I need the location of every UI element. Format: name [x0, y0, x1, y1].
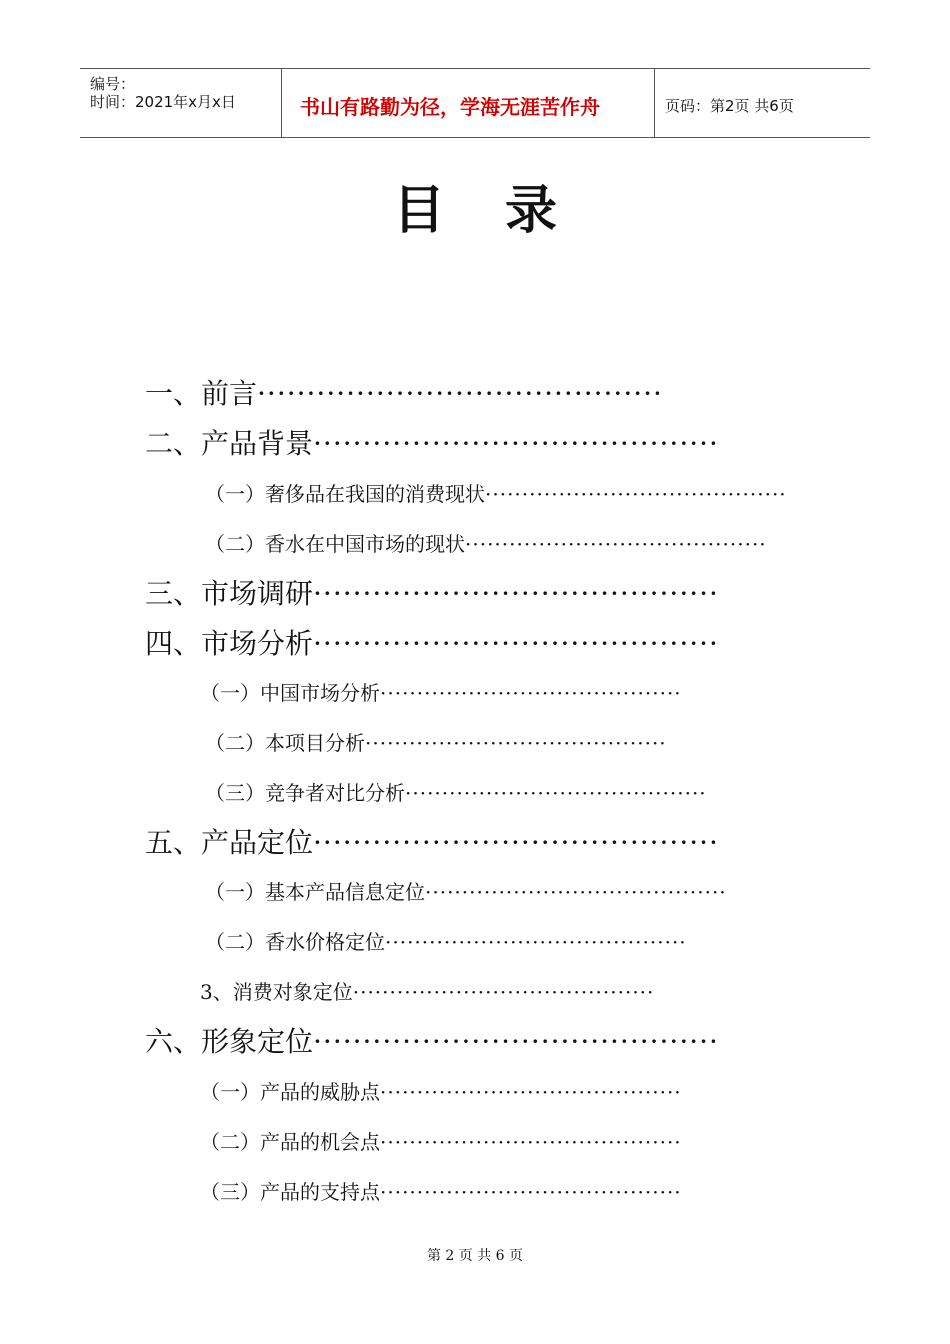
toc-leader-dots: ·········································: [485, 482, 787, 506]
header-info-cell: [80, 69, 282, 137]
toc-entry[interactable]: [205, 478, 787, 508]
toc-entry[interactable]: [200, 677, 708, 707]
toc-entry-label: （一）中国市场分析: [200, 681, 380, 705]
toc-entry[interactable]: [200, 1076, 708, 1106]
toc-entry-label: 四、市场分析: [145, 627, 314, 660]
page-footer: 第 2 页 共 6 页: [426, 1248, 524, 1264]
toc-entry[interactable]: [145, 572, 720, 612]
toc-entry-label: 3、消费对象定位: [200, 980, 353, 1004]
toc-leader-dots: ·········································: [380, 1130, 682, 1154]
toc-entry[interactable]: [200, 976, 715, 1006]
toc-leader-dots: ·········································: [313, 826, 719, 859]
toc-entry-label: 六、形象定位: [145, 1025, 314, 1058]
toc-leader-dots: ·········································: [425, 880, 727, 904]
toc-entry-label: （一）奢侈品在我国的消费现状: [205, 482, 485, 506]
toc-leader-dots: ·········································: [313, 627, 719, 660]
toc-entry-label: （一）产品的威胁点: [200, 1080, 380, 1104]
document-time-label: 时间：2021年x月x日: [90, 93, 236, 111]
toc-leader-dots: ·········································: [380, 1080, 682, 1104]
toc-entry[interactable]: [145, 422, 720, 462]
document-number-label: 编号：: [90, 75, 136, 93]
header-page-cell: [655, 69, 870, 137]
toc-entry[interactable]: [205, 926, 720, 956]
toc-entry-label: （三）产品的支持点: [200, 1180, 380, 1204]
toc-entry[interactable]: [205, 876, 727, 906]
toc-entry-label: （二）本项目分析: [205, 731, 365, 755]
toc-entry-label: （二）香水在中国市场的现状: [205, 532, 465, 556]
toc-entry[interactable]: [205, 727, 720, 757]
header-motto-cell: [282, 69, 655, 137]
toc-entry[interactable]: [200, 1126, 708, 1156]
toc-leader-dots: ·········································: [313, 427, 719, 460]
toc-entry-label: 五、产品定位: [145, 826, 314, 859]
toc-entry-label: （二）产品的机会点: [200, 1130, 380, 1154]
toc-entry-label: 三、市场调研: [145, 577, 314, 610]
toc-entry-label: 一、前言: [145, 377, 258, 410]
toc-entry[interactable]: [145, 821, 720, 861]
toc-leader-dots: ·········································: [405, 781, 707, 805]
toc-entry-label: 二、产品背景: [145, 427, 314, 460]
toc-leader-dots: ·········································: [385, 930, 687, 954]
toc-leader-dots: ·········································: [465, 532, 767, 556]
toc-leader-dots: ·········································: [352, 980, 655, 1004]
toc-leader-dots: ·········································: [313, 1025, 719, 1058]
toc-leader-dots: ·········································: [365, 731, 667, 755]
toc-entry-label: （一）基本产品信息定位: [205, 880, 425, 904]
header-motto: 书山有路勤为径，学海无涯苦作舟: [300, 95, 600, 119]
page-header: [80, 68, 870, 138]
toc-entry[interactable]: [145, 372, 720, 412]
toc-entry-label: （二）香水价格定位: [205, 930, 385, 954]
header-page-number: 页码：第2页 共6页: [665, 97, 794, 115]
toc-entry[interactable]: [205, 528, 767, 558]
toc-entry[interactable]: [145, 1020, 720, 1060]
toc-leader-dots: ·········································: [380, 1180, 682, 1204]
toc-leader-dots: ·········································: [257, 377, 663, 410]
toc-leader-dots: ·········································: [380, 681, 682, 705]
toc-entry-label: （三）竞争者对比分析: [205, 781, 405, 805]
toc-leader-dots: ·········································: [313, 577, 719, 610]
page-title: 目录: [392, 181, 617, 241]
toc-entry[interactable]: [205, 777, 710, 807]
toc-entry[interactable]: [145, 622, 720, 662]
toc-entry[interactable]: [200, 1176, 708, 1206]
